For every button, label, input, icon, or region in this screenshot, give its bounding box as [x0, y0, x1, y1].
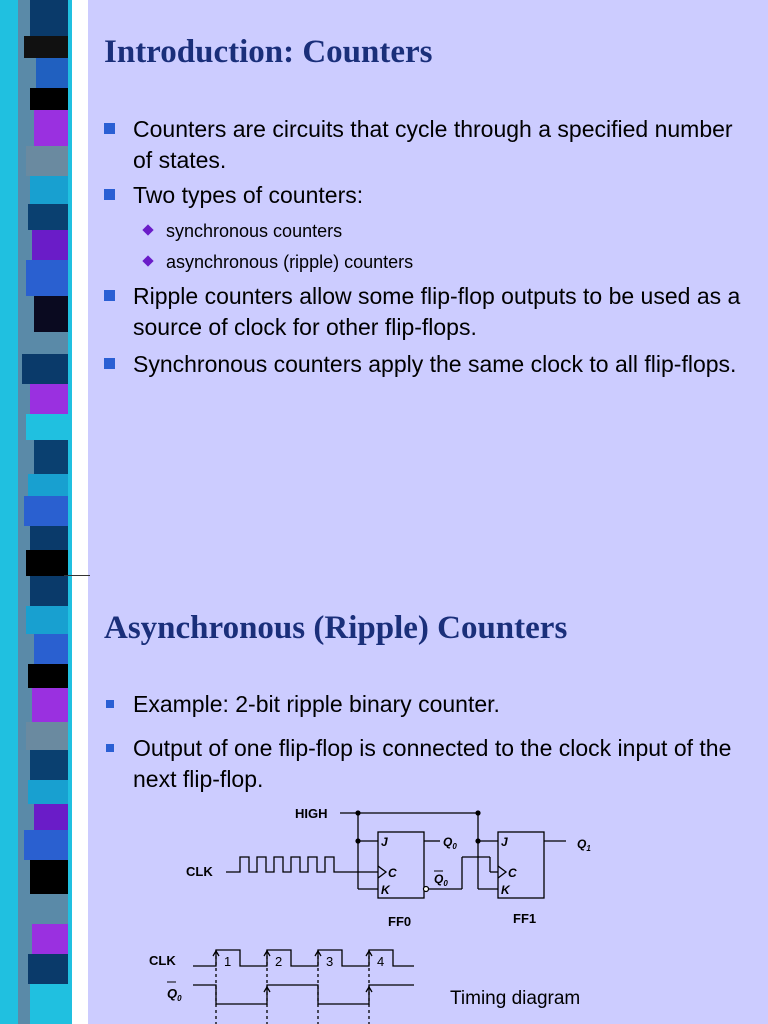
sub-bullet-text: asynchronous (ripple) counters: [166, 252, 414, 272]
bullet-text: Synchronous counters apply the same clock to all flip-flops.: [133, 351, 737, 377]
q0-label: $Q_0$: [443, 835, 457, 851]
ff0-label: FF0: [388, 914, 412, 929]
timing-q0-label: $Q_0$: [167, 986, 182, 1003]
bullet-item: [133, 281, 743, 343]
pulse-label: 2: [275, 954, 283, 969]
diamond-bullet-icon: [142, 255, 153, 266]
q1-label: $Q_1$: [577, 837, 591, 853]
slide1-title: Introduction: Counters: [104, 34, 433, 70]
square-bullet-icon: [104, 290, 115, 301]
bullet-item: [133, 180, 743, 211]
timing-diagram: [149, 950, 580, 1024]
ff1-label: FF1: [513, 911, 537, 926]
sub-bullet-item: [166, 219, 342, 243]
bullet-text: Ripple counters allow some flip-flop outputs to be used as a source of clock for other flip-flops.: [133, 283, 741, 340]
square-bullet-icon: [104, 123, 115, 134]
ff1-c-label: C: [508, 866, 517, 880]
ff1-k-label: K: [501, 883, 510, 897]
slide-ripple-counters: [0, 576, 768, 1024]
ff1-j-label: J: [501, 835, 508, 849]
diamond-bullet-icon: [142, 224, 153, 235]
ff0-j-label: J: [381, 835, 388, 849]
pulse-label: 3: [326, 954, 334, 969]
bullet-item: [133, 114, 743, 176]
timing-caption: Timing diagram: [450, 988, 581, 1009]
ff0-c-label: C: [388, 866, 397, 880]
clk-label: CLK: [186, 864, 213, 879]
square-bullet-icon: [104, 189, 115, 200]
bullet-text: Two types of counters:: [133, 182, 364, 208]
ff0-k-label: K: [381, 883, 390, 897]
q0bar-label: $Q_0$: [434, 872, 448, 888]
slide2-title: Asynchronous (Ripple) Counters: [104, 610, 568, 646]
sub-bullet-item: [166, 250, 413, 274]
bullet-item: [133, 349, 743, 380]
high-label: HIGH: [295, 806, 328, 821]
square-bullet-icon: [104, 358, 115, 369]
pulse-label: 4: [377, 954, 385, 969]
sub-bullet-text: synchronous counters: [166, 221, 343, 241]
pulse-label: 1: [224, 954, 232, 969]
timing-clk-label: CLK: [149, 953, 176, 968]
bullet-text: Counters are circuits that cycle through a specified number of states.: [133, 116, 733, 173]
ripple-counter-circuit: [0, 576, 768, 1024]
bullet-text: Output of one flip-flop is connected to the clock input of the next flip-flop.: [133, 735, 732, 792]
bullet-text: Example: 2-bit ripple binary counter.: [133, 691, 500, 717]
stripe-shadow: [72, 0, 88, 576]
